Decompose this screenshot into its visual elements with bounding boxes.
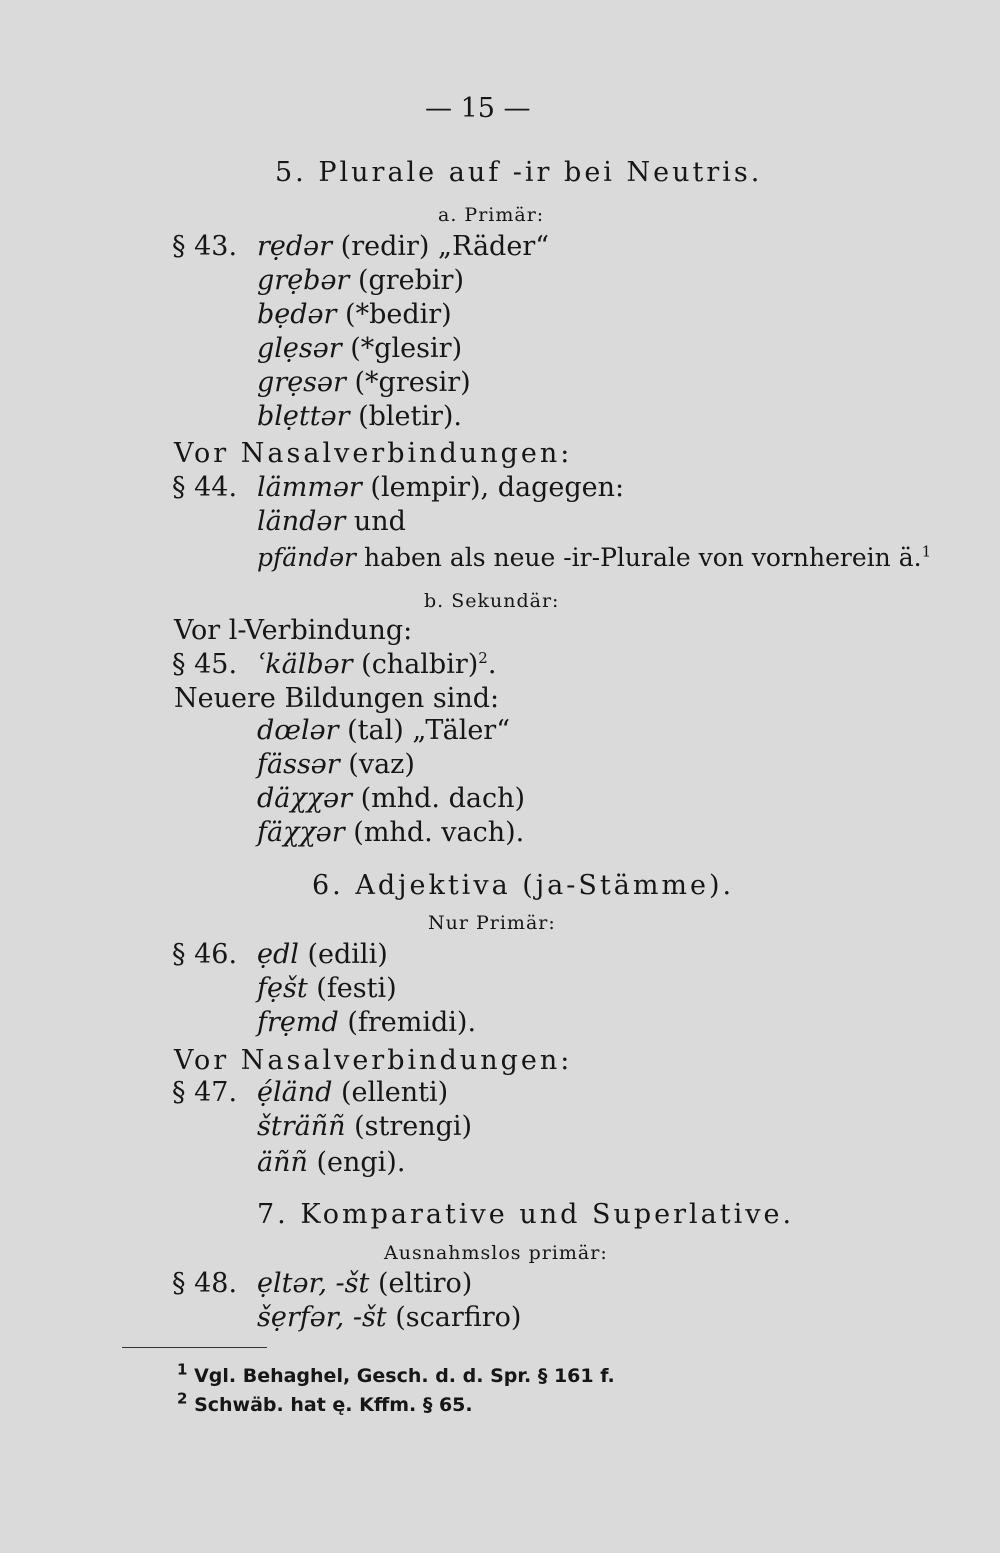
section-5-title: 5. Plurale auf -ir bei Neutris. (275, 157, 763, 188)
footnote-ref-1: 1 (921, 542, 932, 561)
entry-47-1: ẹ́länd (ellenti) (257, 1077, 449, 1108)
entry-43-2: grẹbər (grebir) (257, 265, 464, 296)
section-6-title: 6. Adjektiva (ja-Stämme). (312, 870, 735, 901)
neuere-entry-2: fässər (vaz) (257, 749, 415, 780)
page-number: — 15 — (425, 93, 531, 124)
entry-44-3: pfändər haben als neue -ir-Plurale von vornherein ä.$^1$ (257, 542, 932, 572)
paragraph-43-number: § 43. (172, 231, 238, 262)
entry-44-1: lämmər (lempir), dagegen: (257, 472, 625, 503)
paragraph-45-number: § 45. (172, 649, 238, 680)
section-7-subheading: Ausnahmslos primär: (384, 1242, 608, 1264)
entry-43-1: rẹdər (redir) „Räder“ (257, 231, 550, 262)
entry-46-1: ẹdl (edili) (257, 939, 388, 970)
entry-43-3: bẹdər (*bedir) (257, 299, 452, 330)
neuere-bildungen-heading: Neuere Bildungen sind: (174, 683, 500, 714)
neuere-entry-4: fäχχər (mhd. vach). (257, 817, 525, 848)
neuere-entry-1: dœlər (tal) „Täler“ (257, 715, 511, 746)
entry-43-4: glẹsər (*glesir) (257, 333, 463, 364)
section-7-title: 7. Komparative und Superlative. (257, 1199, 795, 1230)
entry-43-5: grẹsər (*gresir) (257, 367, 471, 398)
neuere-entry-3: däχχər (mhd. dach) (257, 783, 525, 814)
paragraph-46-number: § 46. (172, 939, 238, 970)
entry-47-3: äññ (engi). (257, 1147, 406, 1178)
section-5b-subheading: b. Sekundär: (424, 590, 560, 612)
l-verbindung-heading: Vor l-Verbindung: (174, 615, 413, 646)
footnote-rule (122, 1347, 267, 1348)
footnote-2: $^2$ Schwäb. hat ę. Kffm. § 65. (177, 1389, 473, 1416)
entry-46-3: frẹmd (fremidi). (257, 1007, 477, 1038)
footnote-ref-2: 2 (478, 649, 488, 667)
entry-48-2: šẹrfər, -št (scarfiro) (257, 1302, 522, 1333)
section-6-subheading: Nur Primär: (428, 912, 556, 934)
entry-48-1: ẹltər, -št (eltiro) (257, 1268, 473, 1299)
paragraph-44-number: § 44. (172, 472, 238, 503)
entry-46-2: fẹšt (festi) (257, 973, 397, 1004)
nasal-heading-6: Vor Nasalverbindungen: (174, 1045, 573, 1076)
paragraph-48-number: § 48. (172, 1268, 238, 1299)
paragraph-47-number: § 47. (172, 1077, 238, 1108)
entry-45: ʿkälbər (chalbir)$^2$. (257, 649, 497, 680)
entry-43-6: blẹttər (bletir). (257, 401, 463, 432)
footnote-1: $^1$ Vgl. Behaghel, Gesch. d. d. Spr. § 161 f. (177, 1360, 615, 1387)
entry-44-2: ländər und (257, 506, 406, 537)
entry-47-2: šträññ (strengi) (257, 1111, 473, 1142)
section-5a-subheading: a. Primär: (438, 204, 545, 226)
nasal-heading-5: Vor Nasalverbindungen: (174, 438, 573, 469)
